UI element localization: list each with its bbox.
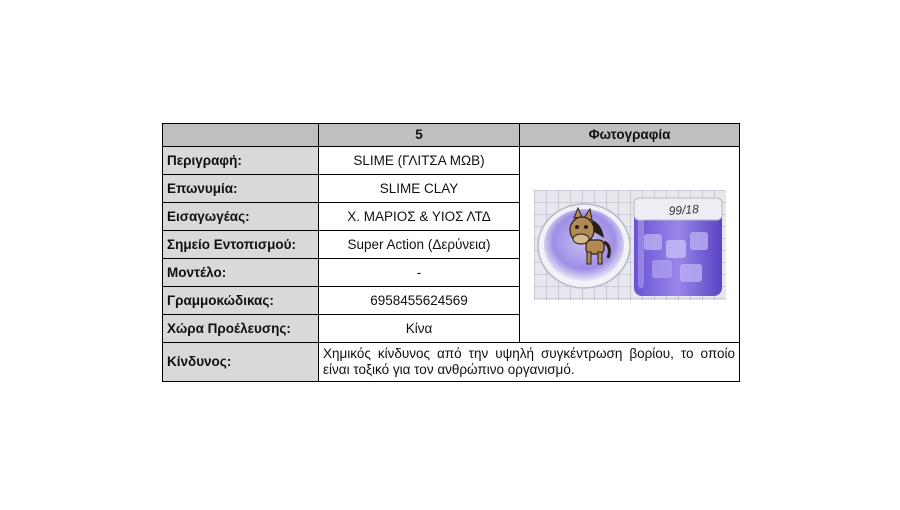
header-blank-cell [163,124,319,147]
header-item-number: 5 [319,124,520,147]
table-row-description [163,147,740,175]
table-header-row [163,124,740,147]
value-brand: SLIME CLAY [319,175,520,203]
product-info-table [162,123,740,382]
photo-cell [520,147,740,343]
header-photo-label: Φωτογραφία [520,124,740,147]
label-origin: Χώρα Προέλευσης: [163,315,319,343]
product-photo [534,190,726,300]
value-location: Super Action (Δερύνεια) [319,231,520,259]
value-origin: Κίνα [319,315,520,343]
label-model: Μοντέλο: [163,259,319,287]
value-description: SLIME (ΓΛΙΤΣΑ ΜΩΒ) [319,147,520,175]
label-description: Περιγραφή: [163,147,319,175]
label-barcode: Γραμμοκώδικας: [163,287,319,315]
table-row-risk [163,343,740,382]
label-location: Σημείο Εντοπισμού: [163,231,319,259]
value-barcode: 6958455624569 [319,287,520,315]
label-brand: Επωνυμία: [163,175,319,203]
value-model: - [319,259,520,287]
value-risk: Χημικός κίνδυνος από την υψηλή συγκέντρωση βορίου, το οποίο είναι τοξικό για τον ανθρώπινο οργανισμό. [319,343,740,382]
value-importer: Χ. ΜΑΡΙΟΣ & ΥΙΟΣ ΛΤΔ [319,203,520,231]
label-risk: Κίνδυνος: [163,343,319,382]
handwritten-code: 99/18 [667,201,699,218]
label-importer: Εισαγωγέας: [163,203,319,231]
